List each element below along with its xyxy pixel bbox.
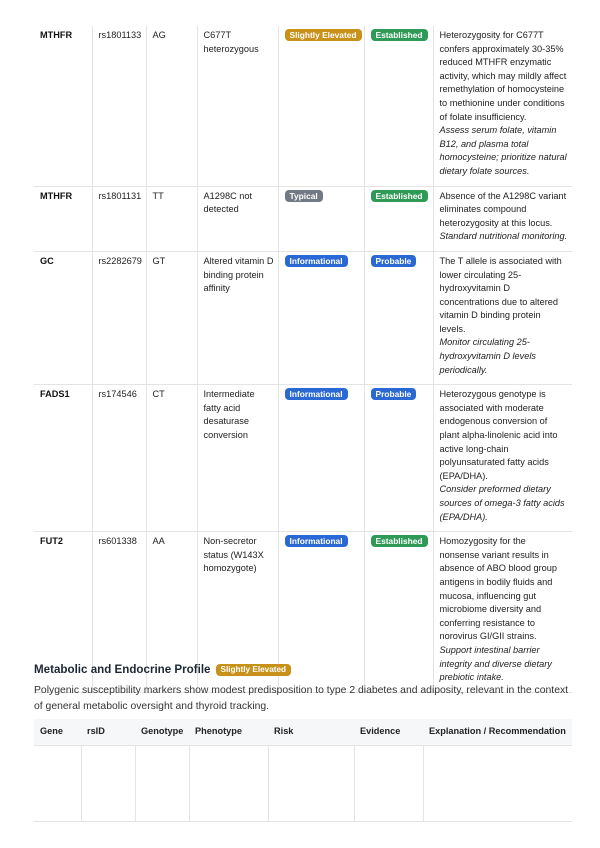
evidence-cell xyxy=(364,186,433,251)
section-risk-badge: Slightly Elevated xyxy=(216,664,292,676)
variant-table xyxy=(34,26,572,693)
metabolic-endocrine-section xyxy=(34,662,574,715)
table-row xyxy=(34,186,572,251)
evidence-cell xyxy=(364,385,433,532)
explanation-text: Homozygosity for the nonsense variant results in absence of ABO blood group antigens in bodily fluids and mucosa, influencing gut microbiome diversity and conferring resistance to norovirus GI/GII strains. xyxy=(439,536,557,642)
header-explanation: Explanation / Recommendation xyxy=(423,719,572,745)
empty-cell xyxy=(81,745,135,821)
risk-badge: Informational xyxy=(285,255,348,267)
explanation-cell xyxy=(433,385,572,532)
recommendation-text: Standard nutritional monitoring. xyxy=(439,231,568,242)
table-row xyxy=(34,385,572,532)
empty-cell xyxy=(34,745,81,821)
empty-cell xyxy=(423,745,572,821)
recommendation-text: Monitor circulating 25-hydroxyvitamin D levels periodically. xyxy=(439,337,537,375)
explanation-cell xyxy=(433,251,572,384)
header-gene: Gene xyxy=(34,719,81,745)
explanation-text: The T allele is associated with lower circulating 25-hydroxyvitamin D concentrations due to altered vitamin D binding protein levels. xyxy=(439,255,562,334)
explanation-cell xyxy=(433,26,572,186)
gene-cell: GC xyxy=(34,251,92,384)
risk-badge: Informational xyxy=(285,388,348,400)
rsid-cell: rs1801133 xyxy=(92,26,146,186)
phenotype-cell: C677T heterozygous xyxy=(197,26,278,186)
header-rsid: rsID xyxy=(81,719,135,745)
header-genotype: Genotype xyxy=(135,719,189,745)
phenotype-cell: Non-secretor status (W143X homozygote) xyxy=(197,532,278,693)
genotype-cell: AG xyxy=(146,26,197,186)
rsid-cell: rs174546 xyxy=(92,385,146,532)
risk-badge: Informational xyxy=(285,535,348,547)
header-evidence: Evidence xyxy=(354,719,423,745)
recommendation-text: Consider preformed dietary sources of omega-3 fatty acids (EPA/DHA). xyxy=(439,484,565,522)
recommendation-text: Support intestinal barrier integrity and diverse dietary prebiotic intake. xyxy=(439,644,552,683)
evidence-cell xyxy=(364,251,433,384)
risk-cell xyxy=(278,26,364,186)
risk-badge: Slightly Elevated xyxy=(285,29,362,41)
explanation-text: Heterozygous genotype is associated with moderate endogenous conversion of plant alpha-linolenic acid into active long-chain polyunsaturated fatty acids (EPA/DHA). xyxy=(439,389,558,481)
metabolic-variant-table xyxy=(34,719,572,822)
recommendation-text: Assess serum folate, vitamin B12, and plasma total homocysteine; prioritize natural dietary folate sources. xyxy=(439,125,567,176)
genotype-cell: GT xyxy=(146,251,197,384)
table-row xyxy=(34,26,572,186)
table-header-row xyxy=(34,719,572,745)
rsid-cell: rs601338 xyxy=(92,532,146,693)
genotype-cell: AA xyxy=(146,532,197,693)
explanation-cell xyxy=(433,186,572,251)
gene-cell: MTHFR xyxy=(34,186,92,251)
rsid-cell: rs1801131 xyxy=(92,186,146,251)
evidence-badge: Probable xyxy=(371,255,417,267)
phenotype-cell: Intermediate fatty acid desaturase conversion xyxy=(197,385,278,532)
evidence-badge: Established xyxy=(371,29,428,41)
gene-cell: MTHFR xyxy=(34,26,92,186)
phenotype-cell: A1298C not detected xyxy=(197,186,278,251)
section-title xyxy=(34,662,574,677)
empty-cell xyxy=(268,745,354,821)
explanation-text: Heterozygosity for C677T confers approximately 30-35% reduced MTHFR enzymatic activity, which may mildly affect remethylation of homocysteine to methionine under conditions of folate insufficiency. xyxy=(439,30,567,122)
empty-cell xyxy=(189,745,268,821)
evidence-badge: Established xyxy=(371,535,428,547)
section-description: Polygenic susceptibility markers show modest predisposition to type 2 diabetes and adiposity, relevant in the context of general metabolic oversight and thyroid tracking. xyxy=(34,685,569,712)
risk-cell xyxy=(278,385,364,532)
risk-cell xyxy=(278,186,364,251)
gene-cell: FADS1 xyxy=(34,385,92,532)
empty-cell xyxy=(354,745,423,821)
rsid-cell: rs2282679 xyxy=(92,251,146,384)
table-row xyxy=(34,251,572,384)
evidence-badge: Established xyxy=(371,190,428,202)
risk-cell xyxy=(278,251,364,384)
header-risk: Risk xyxy=(268,719,354,745)
gene-cell: FUT2 xyxy=(34,532,92,693)
explanation-text: Absence of the A1298C variant eliminates compound heterozygosity at this locus. xyxy=(439,190,567,228)
evidence-cell xyxy=(364,26,433,186)
phenotype-cell: Altered vitamin D binding protein affinity xyxy=(197,251,278,384)
section-title-text: Metabolic and Endocrine Profile xyxy=(34,663,211,676)
risk-badge: Typical xyxy=(285,190,323,202)
evidence-badge: Probable xyxy=(371,388,417,400)
table-row-empty xyxy=(34,745,572,821)
header-phenotype: Phenotype xyxy=(189,719,268,745)
genotype-cell: TT xyxy=(146,186,197,251)
empty-cell xyxy=(135,745,189,821)
genotype-cell: CT xyxy=(146,385,197,532)
